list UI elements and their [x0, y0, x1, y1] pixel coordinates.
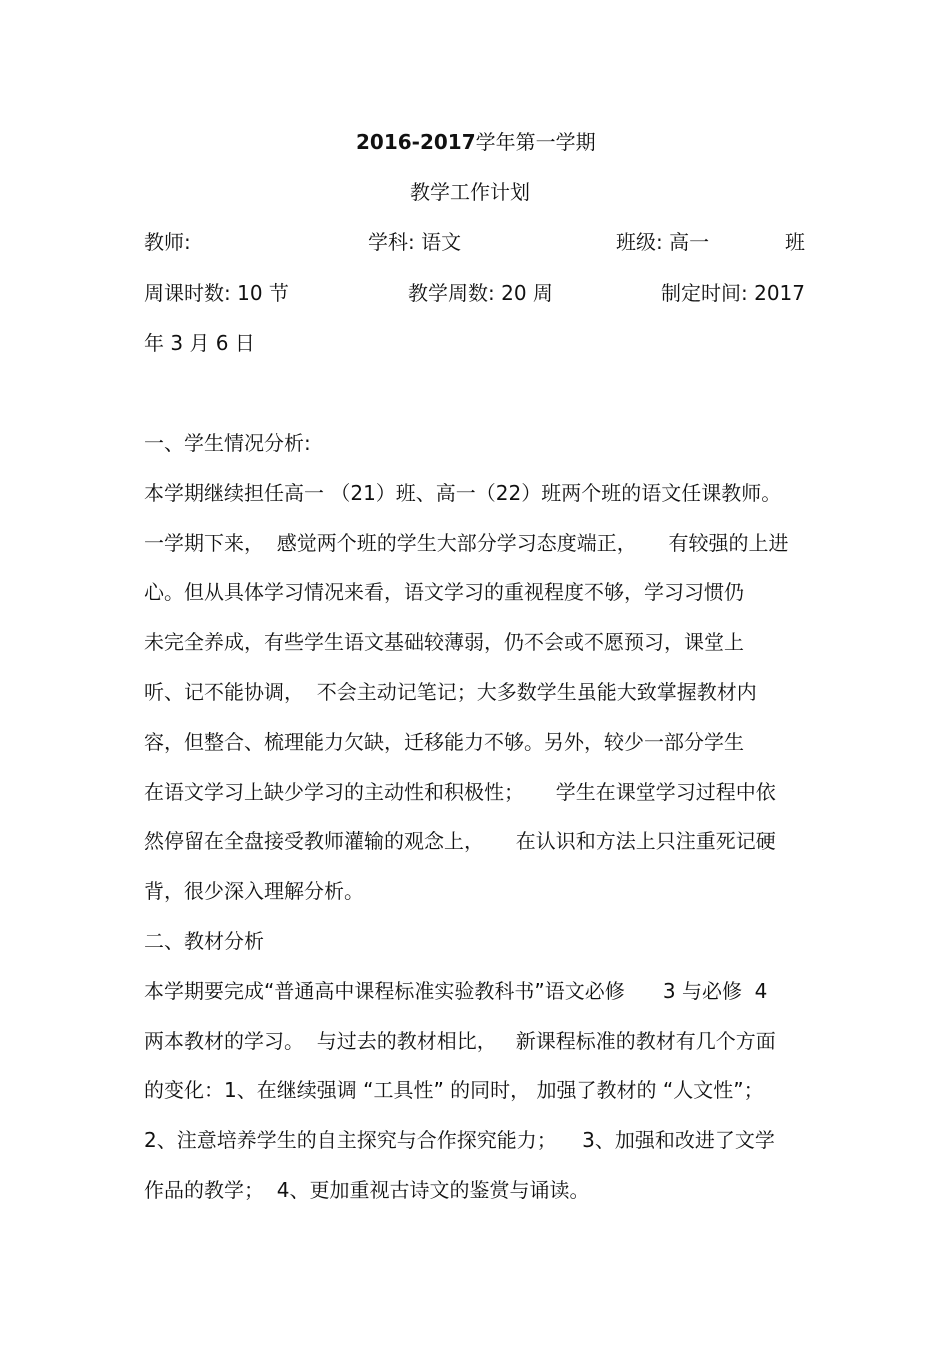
section-heading-student-analysis: 一、学生情况分析:	[144, 431, 311, 455]
paragraph-line: 一学期下来， 感觉两个班的学生大部分学习态度端正， 有较强的上进	[144, 531, 789, 555]
paragraph-line: 心。但从具体学习情况来看，语文学习的重视程度不够，学习习惯仍	[144, 580, 744, 604]
made-time-field: 制定时间: 2017	[661, 281, 805, 305]
section-heading-textbook-analysis: 二、教材分析	[144, 929, 264, 953]
title-term: 学年第一学期	[475, 130, 596, 154]
paragraph-line: 听、记不能协调， 不会主动记笔记；大多数学生虽能大致掌握教材内	[144, 680, 757, 704]
weekly-hours-field: 周课时数: 10 节	[144, 281, 289, 305]
paragraph-line: 本学期要完成“普通高中课程标准实验教科书”语文必修 3 与必修 4	[144, 979, 768, 1003]
class-field: 班级: 高一	[616, 230, 710, 254]
subject-field: 学科: 语文	[368, 230, 462, 254]
paragraph-line: 然停留在全盘接受教师灌输的观念上， 在认识和方法上只注重死记硬	[144, 829, 776, 853]
paragraph-line: 在语文学习上缺少学习的主动性和积极性； 学生在课堂学习过程中依	[144, 780, 776, 804]
title-year: 2016-2017	[356, 130, 476, 154]
paragraph-line: 2、注意培养学生的自主探究与合作探究能力； 3、加强和改进了文学	[144, 1128, 775, 1152]
teaching-weeks-field: 教学周数: 20 周	[408, 281, 553, 305]
document-subtitle: 教学工作计划	[410, 180, 530, 204]
teacher-field: 教师:	[144, 230, 191, 254]
paragraph-line: 背，很少深入理解分析。	[144, 879, 364, 903]
class-suffix: 班	[785, 230, 805, 254]
document-title	[356, 129, 596, 155]
paragraph-line: 未完全养成，有些学生语文基础较薄弱，仍不会或不愿预习，课堂上	[144, 630, 744, 654]
paragraph-line: 本学期继续担任高一 （21）班、高一（22）班两个班的语文任课教师。	[144, 481, 782, 505]
paragraph-line: 作品的教学； 4、更加重视古诗文的鉴赏与诵读。	[144, 1178, 590, 1202]
paragraph-line: 两本教材的学习。 与过去的教材相比， 新课程标准的教材有几个方面	[144, 1029, 776, 1053]
paragraph-line: 的变化：1、在继续强调 “工具性” 的同时， 加强了教材的 “人文性”；	[144, 1078, 764, 1102]
made-date-continuation: 年 3 月 6 日	[144, 331, 255, 355]
paragraph-line: 容，但整合、梳理能力欠缺，迁移能力不够。另外，较少一部分学生	[144, 730, 744, 754]
